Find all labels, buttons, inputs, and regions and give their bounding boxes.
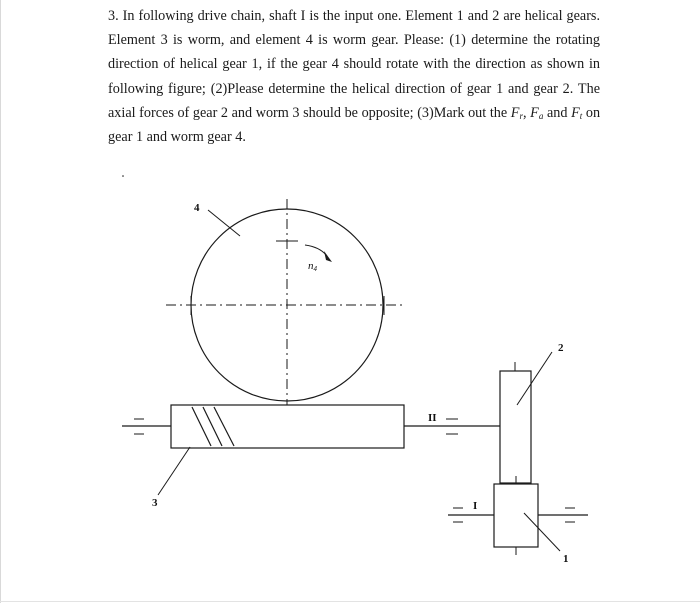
- stray-dot: [122, 175, 124, 177]
- label-3: 3: [152, 497, 158, 509]
- leader-line-2: [517, 352, 552, 405]
- question-line-2: Element 3 is worm, and element 4 is worm gear. Please: (1) determine the rotating: [108, 32, 600, 49]
- force-radial: $F_r$: [510, 104, 523, 121]
- question-line-4: following figure; (2)Please determine the helical direction of gear 1 and gear 2. The: [108, 80, 600, 97]
- n4-rotation-arc: [305, 245, 327, 256]
- label-shaft-II: II: [428, 412, 437, 424]
- label-1: 1: [563, 553, 569, 565]
- force-tangential: $F_t$: [571, 104, 583, 121]
- word-and: and: [546, 104, 568, 121]
- n4-arrowhead: [324, 251, 332, 262]
- leader-line-1: [524, 513, 560, 551]
- question-line-1: 3. In following drive chain, shaft I is the input one. Element 1 and 2 are helical gears.: [108, 8, 600, 24]
- label-shaft-I: I: [473, 500, 478, 512]
- leader-line-3: [158, 447, 190, 495]
- helical-gear-2: [500, 371, 531, 483]
- question-line-5: axial forces of gear 2 and worm 3 should be opposite; (3)Mark out the $F_r$, $F_a$ and $F_t$ on: [108, 104, 601, 121]
- label-2: 2: [558, 342, 564, 354]
- label-n4: n4: [308, 260, 317, 273]
- question-line-6: gear 1 and worm gear 4.: [108, 129, 246, 146]
- worm-thread-3: [214, 407, 234, 446]
- word-on: on: [585, 104, 601, 121]
- worm-3-body: [171, 405, 404, 448]
- worm-thread-2: [203, 407, 222, 446]
- worm-thread-1: [192, 407, 211, 446]
- question-line-3: direction of helical gear 1, if the gear 4 should rotate with the direction as shown in: [108, 56, 600, 73]
- label-4: 4: [194, 202, 200, 214]
- question-line-5-text: axial forces of gear 2 and worm 3 should be opposite; (3)Mark out the: [108, 104, 508, 121]
- helical-gear-1: [494, 484, 538, 547]
- force-axial: $F_a$: [530, 104, 544, 121]
